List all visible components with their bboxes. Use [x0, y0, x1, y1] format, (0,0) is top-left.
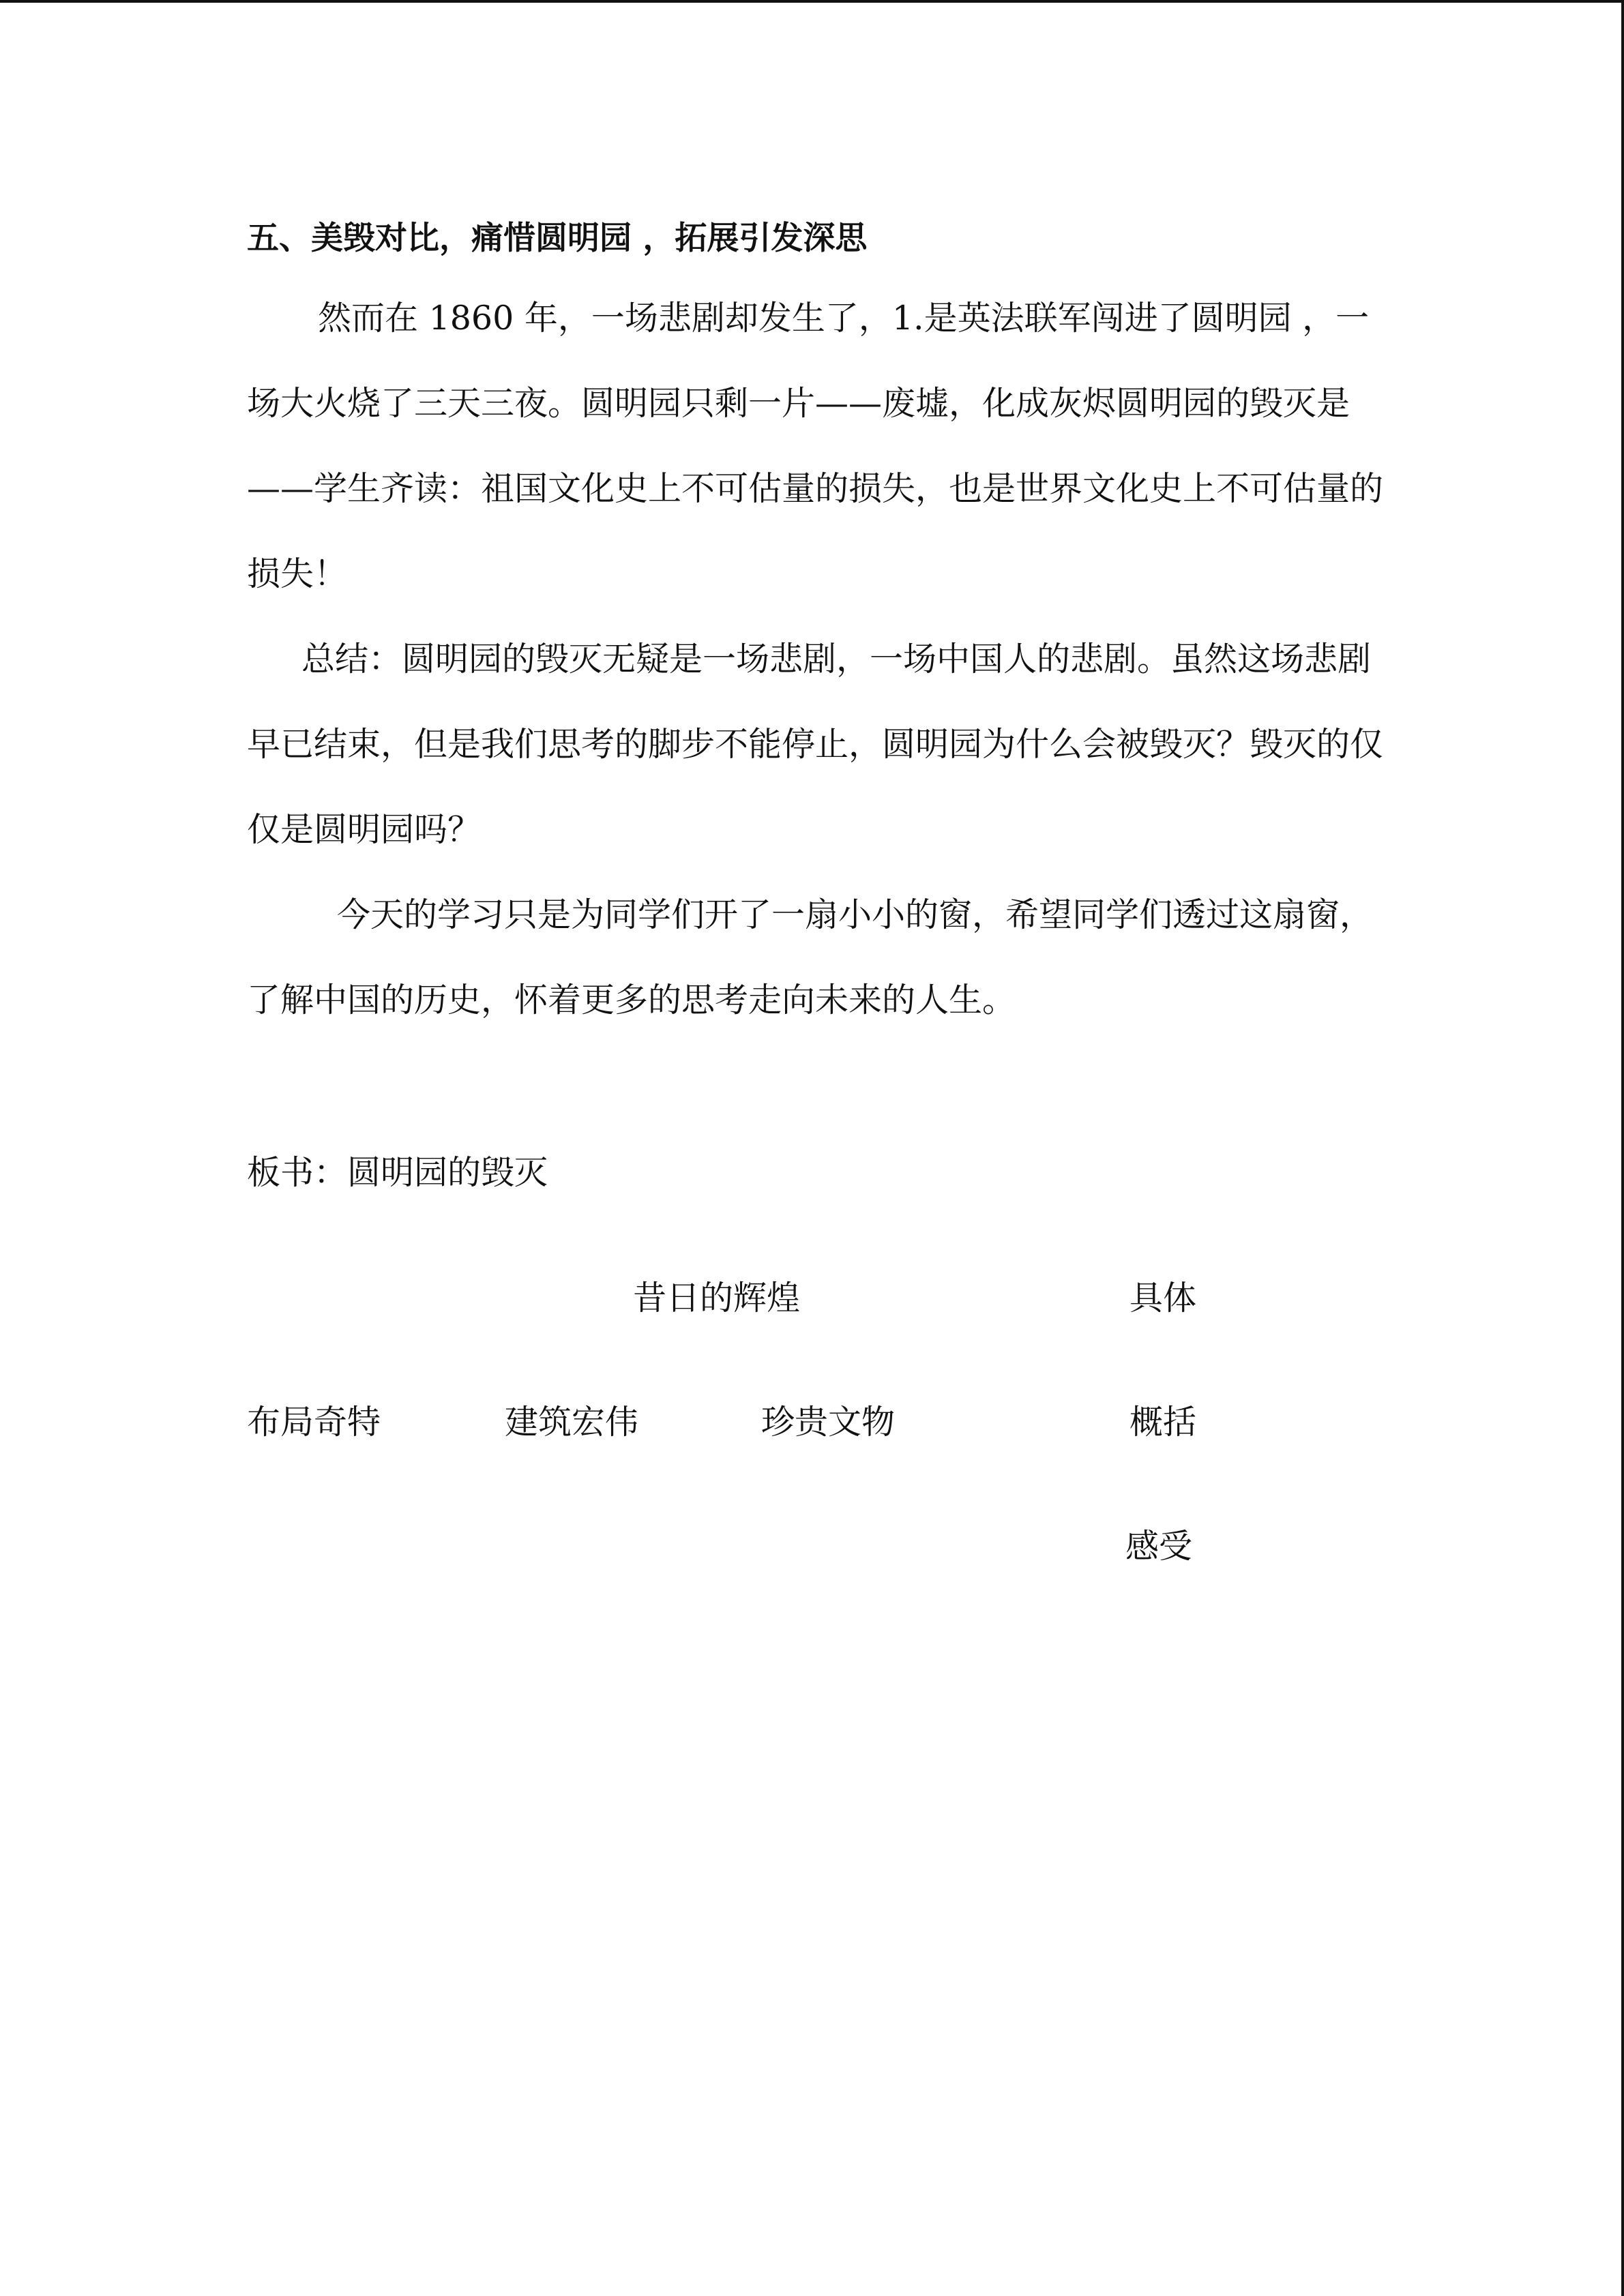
board-feeling: 感受 — [1125, 1527, 1193, 1566]
blackboard-title: 板书：圆明园的毁灭 — [247, 1153, 548, 1192]
document-body — [247, 211, 1385, 1043]
board-past-glory: 昔日的辉煌 — [633, 1279, 801, 1317]
paragraph-closing: 今天的学习只是为同学们开了一扇小小的窗，希望同学们透过这扇窗，了解中国的历史，怀着更多的思考走向未来的人生。 — [247, 895, 1374, 1019]
board-summary: 概括 — [1130, 1403, 1197, 1442]
paragraph-tragedy: 然而在 1860 年，一场悲剧却发生了，1.是英法联军闯进了圆明园 ，一场大火烧了三天三夜。圆明园只剩一片——废墟，化成灰烬圆明园的毁灭是——学生齐读：祖国文化史上不可估量的损失，也是世界文化史上不可估量的损失！ — [247, 299, 1384, 593]
board-relics: 珍贵文物 — [761, 1403, 896, 1442]
board-layout: 布局奇特 — [247, 1403, 381, 1442]
board-architecture: 建筑宏伟 — [505, 1403, 639, 1442]
board-concrete: 具体 — [1130, 1279, 1197, 1317]
paragraph-summary: 总结：圆明园的毁灭无疑是一场悲剧，一场中国人的悲剧。虽然这场悲剧早已结束，但是我们思考的脚步不能停止，圆明园为什么会被毁灭？毁灭的仅仅是圆明园吗？ — [247, 640, 1384, 849]
section-heading: 五、美毁对比，痛惜圆明园 ，拓展引发深思 — [247, 220, 868, 257]
